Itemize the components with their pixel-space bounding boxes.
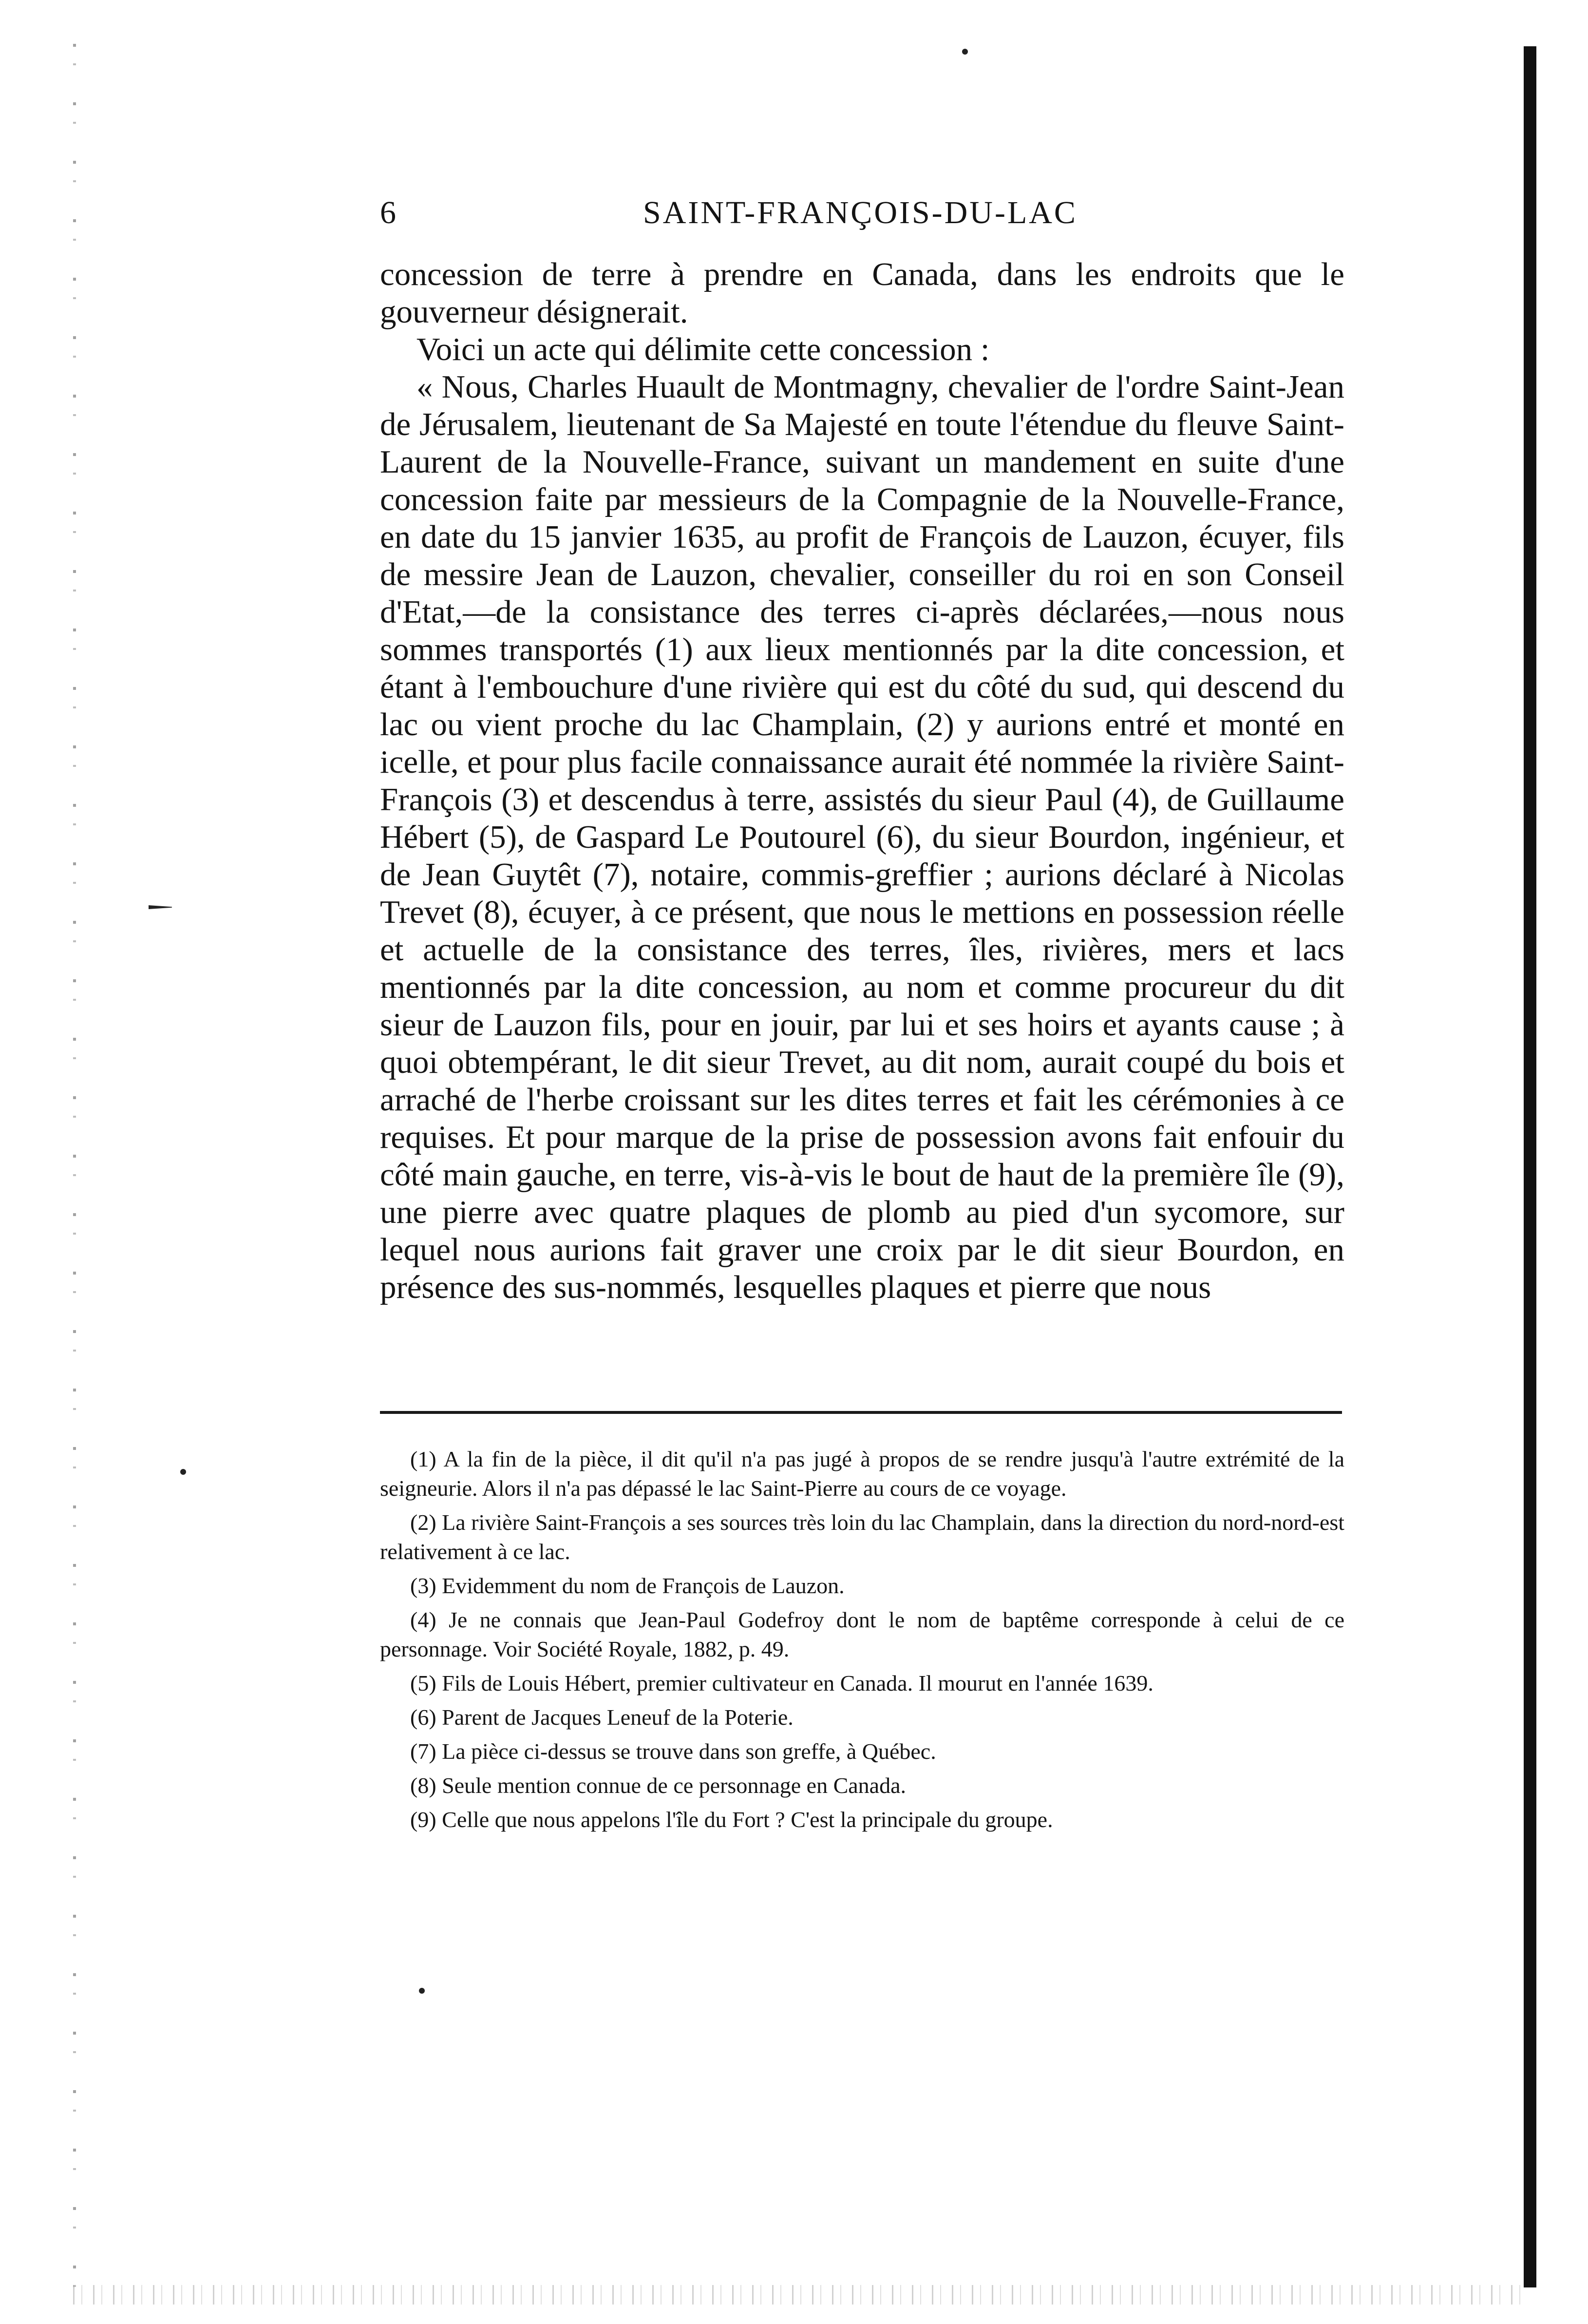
binding-edge: [1524, 46, 1536, 2287]
ink-speck: [180, 1469, 186, 1475]
footnote: (6) Parent de Jacques Leneuf de la Poterie.: [410, 1705, 794, 1730]
margin-arrow-mark: [149, 905, 172, 909]
page-number: 6: [380, 195, 396, 230]
footnote: (5) Fils de Louis Hébert, premier cultivateur en Canada. Il mourut en l'année 1639.: [410, 1671, 1153, 1695]
footnote: (4) Je ne connais que Jean-Paul Godefroy dont le nom de baptême corresponde à celui de ce personnage. Voir Société Royale, 1882, p. 49.: [380, 1607, 1344, 1661]
footnote: (8) Seule mention connue de ce personnage en Canada.: [410, 1773, 906, 1798]
footnote: (3) Evidemment du nom de François de Lauzon.: [410, 1573, 845, 1598]
body-text: [380, 256, 1344, 1306]
ink-speck: [962, 49, 968, 55]
page-header: [380, 191, 1520, 235]
footnote-separator: [380, 1411, 1342, 1414]
footnote: (7) La pièce ci-dessus se trouve dans son greffe, à Québec.: [410, 1739, 936, 1764]
body-paragraph: concession de terre à prendre en Canada, dans les endroits que le gouverneur désignerait.: [380, 256, 1344, 330]
left-margin-noise: [73, 44, 76, 2295]
bottom-margin-noise: [73, 2285, 1525, 2305]
running-title: SAINT-FRANÇOIS-DU-LAC: [643, 195, 1078, 230]
footnotes: [380, 1445, 1344, 1839]
footnote: (2) La rivière Saint-François a ses sources très loin du lac Champlain, dans la direction du nord-nord-est relativement à ce lac.: [380, 1510, 1344, 1564]
body-paragraph: « Nous, Charles Huault de Montmagny, chevalier de l'ordre Saint-Jean de Jérusalem, lieutenant de Sa Majesté en toute l'étendue du fleuve Saint-Laurent de la Nouvelle-France, suivant un mandement en suite d'une concession faite par messieurs de la Compagnie de la Nouvelle-France, en date du 15 janvier 1635, au profit de François de Lauzon, écuyer, fils de messire Jean de Lauzon, chevalier, conseiller du roi en son Conseil d'Etat,—de la consistance des terres ci-après déclarées,—nous nous sommes transportés (1) aux lieux mentionnés par la dite concession, et étant à l'embouchure d'une rivière qui est du côté du sud, qui descend du lac ou vient proche du lac Champlain, (2) y aurions entré et monté en icelle, et pour plus facile connaissance aurait été nommée la rivière Saint-François (3) et descendus à terre, assistés du sieur Paul (4), de Guillaume Hébert (5), de Gaspard Le Poutourel (6), du sieur Bourdon, ingénieur, et de Jean Guytêt (7), notaire, commis-greffier ; aurions déclaré à Nicolas Trevet (8), écuyer, à ce présent, que nous le mettions en possession réelle et actuelle de la consistance des terres, îles, rivières, mers et lacs mentionnés par la dite concession, au nom et comme procureur du dit sieur de Lauzon fils, pour en jouir, par lui et ses hoirs et ayants cause ; à quoi obtempérant, le dit sieur Trevet, au dit nom, aurait coupé du bois et arraché de l'herbe croissant sur les dites terres et fait les cérémonies à ce requises. Et pour marque de la prise de possession avons fait enfouir du côté main gauche, en terre, vis-à-vis le bout de haut de la première île (9), une pierre avec quatre plaques de plomb au pied d'un sycomore, sur lequel nous aurions fait graver une croix par le dit sieur Bourdon, en présence des sus-nommés, lesquelles plaques et pierre que nous: [380, 369, 1344, 1305]
footnote: (1) A la fin de la pièce, il dit qu'il n'a pas jugé à propos de se rendre jusqu'à l'autre extrémité de la seigneurie. Alors il n'a pas dépassé le lac Saint-Pierre au cours de ce voyage.: [380, 1447, 1344, 1501]
body-paragraph: Voici un acte qui délimite cette concession :: [416, 331, 990, 367]
footnote: (9) Celle que nous appelons l'île du Fort ? C'est la principale du groupe.: [410, 1807, 1053, 1832]
ink-speck: [419, 1988, 425, 1994]
